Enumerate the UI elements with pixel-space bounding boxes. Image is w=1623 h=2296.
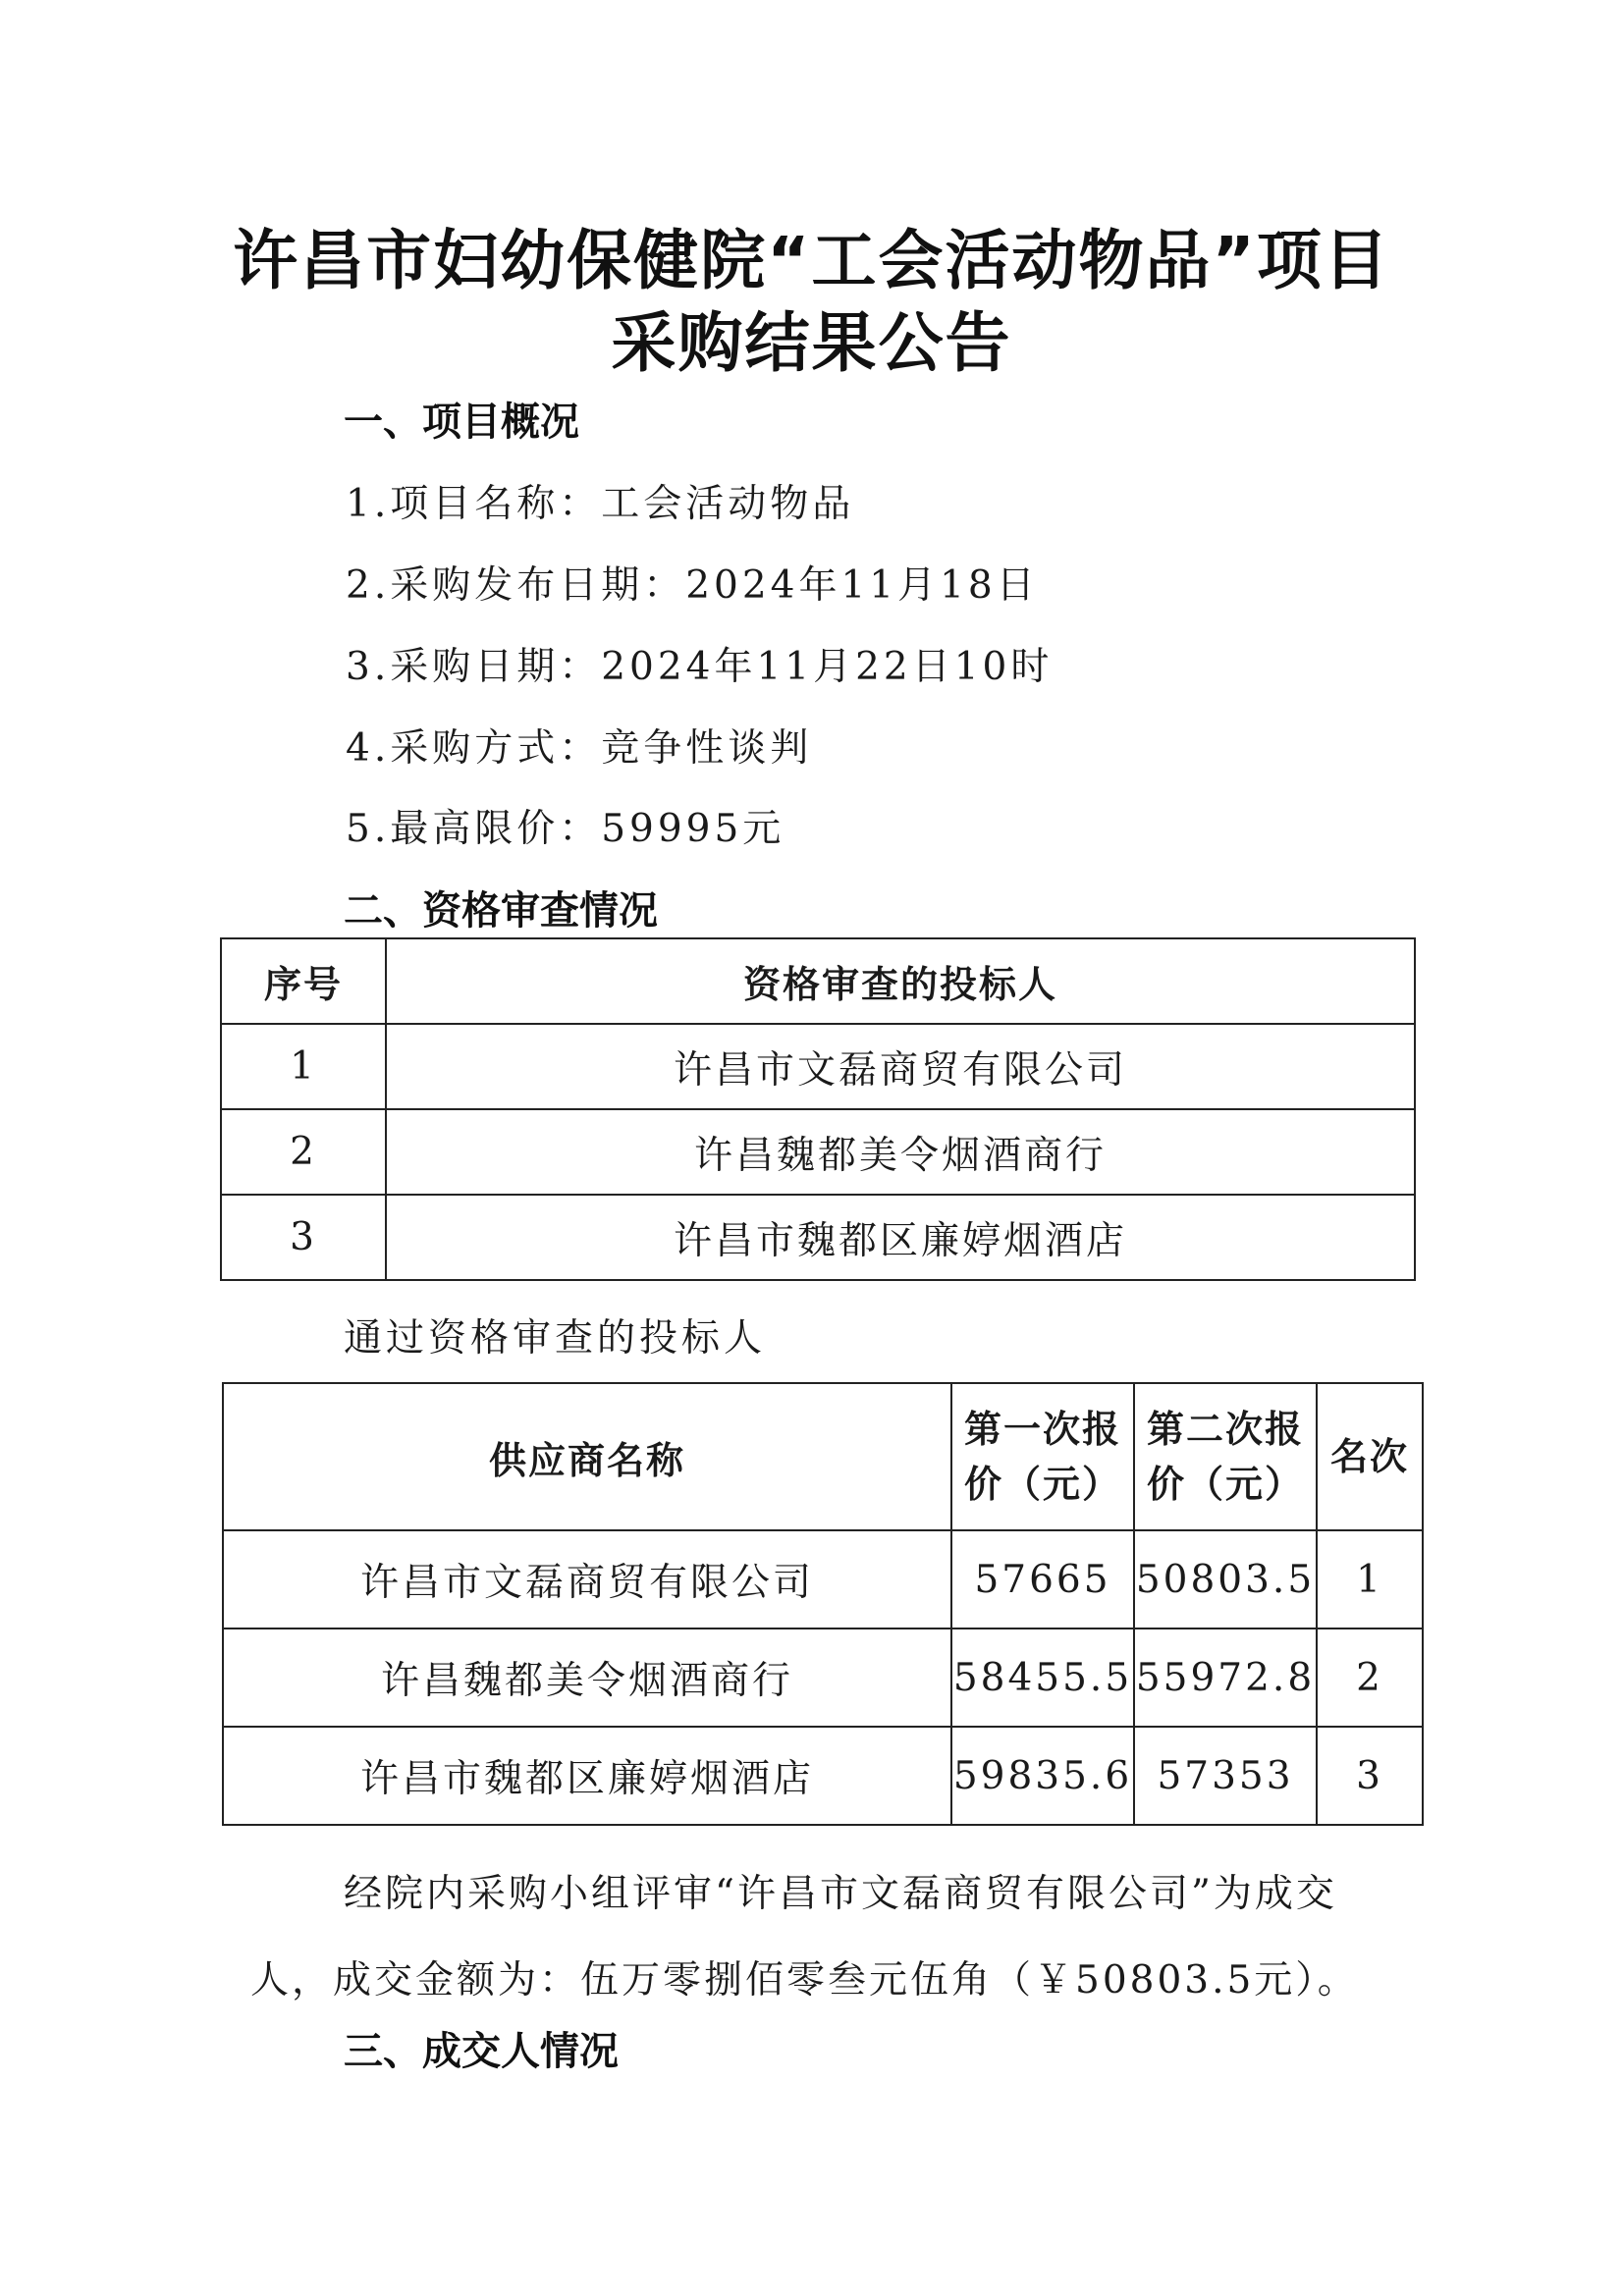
- table-row: [221, 1109, 1415, 1195]
- max-price-line: 5.最高限价：59995元: [346, 807, 785, 851]
- row-index: 2: [221, 1109, 386, 1195]
- first-quote: 59835.6: [951, 1727, 1134, 1825]
- supplier-name: 许昌魏都美令烟酒商行: [223, 1629, 951, 1727]
- procurement-date-line: 3.采购日期：2024年11月22日10时: [346, 645, 1054, 689]
- table-row: [223, 1530, 1423, 1629]
- table-header-row: [221, 938, 1415, 1024]
- second-quote: 55972.8: [1134, 1629, 1317, 1727]
- first-quote: 57665: [951, 1530, 1134, 1629]
- section-heading-winning-bidder: 三、成交人情况: [344, 2029, 619, 2074]
- table-row: [221, 1024, 1415, 1109]
- passed-bidders-label: 通过资格审查的投标人: [344, 1316, 767, 1361]
- quotation-table: [222, 1382, 1424, 1826]
- column-header-supplier: 供应商名称: [223, 1383, 951, 1530]
- rank: 2: [1317, 1629, 1423, 1727]
- column-header-second-quote: 第二次报价（元）: [1134, 1383, 1317, 1530]
- table-header-row: [223, 1383, 1423, 1530]
- second-quote: 57353: [1134, 1727, 1317, 1825]
- row-index: 3: [221, 1195, 386, 1280]
- rank: 1: [1317, 1530, 1423, 1629]
- first-quote: 58455.5: [951, 1629, 1134, 1727]
- row-index: 1: [221, 1024, 386, 1109]
- section-heading-project-overview: 一、项目概况: [344, 400, 579, 445]
- project-name-line: 1.项目名称：工会活动物品: [346, 482, 855, 526]
- bidder-name: 许昌魏都美令烟酒商行: [386, 1109, 1415, 1195]
- document-title-line-1: 许昌市妇幼保健院“工会活动物品”项目: [233, 223, 1390, 298]
- second-quote: 50803.5: [1134, 1530, 1317, 1629]
- document-title-line-2: 采购结果公告: [611, 305, 1012, 381]
- rank: 3: [1317, 1727, 1423, 1825]
- supplier-name: 许昌市魏都区廉婷烟酒店: [223, 1727, 951, 1825]
- table-row: [221, 1195, 1415, 1280]
- column-header-first-quote: 第一次报价（元）: [951, 1383, 1134, 1530]
- bidder-name: 许昌市魏都区廉婷烟酒店: [386, 1195, 1415, 1280]
- award-conclusion-paragraph: 经院内采购小组评审“许昌市文磊商贸有限公司”为成交人，成交金额为：伍万零捌佰零叁元伍角（￥50803.5元）。: [250, 1872, 1359, 2002]
- column-header-rank: 名次: [1317, 1383, 1423, 1530]
- supplier-name: 许昌市文磊商贸有限公司: [223, 1530, 951, 1629]
- bidder-name: 许昌市文磊商贸有限公司: [386, 1024, 1415, 1109]
- column-header-index: 序号: [221, 938, 386, 1024]
- release-date-line: 2.采购发布日期：2024年11月18日: [346, 563, 1039, 608]
- procurement-method-line: 4.采购方式：竞争性谈判: [346, 726, 813, 771]
- section-heading-qualification: 二、资格审查情况: [344, 888, 658, 934]
- qualification-table: [220, 937, 1416, 1281]
- column-header-bidder: 资格审查的投标人: [386, 938, 1415, 1024]
- table-row: [223, 1629, 1423, 1727]
- table-row: [223, 1727, 1423, 1825]
